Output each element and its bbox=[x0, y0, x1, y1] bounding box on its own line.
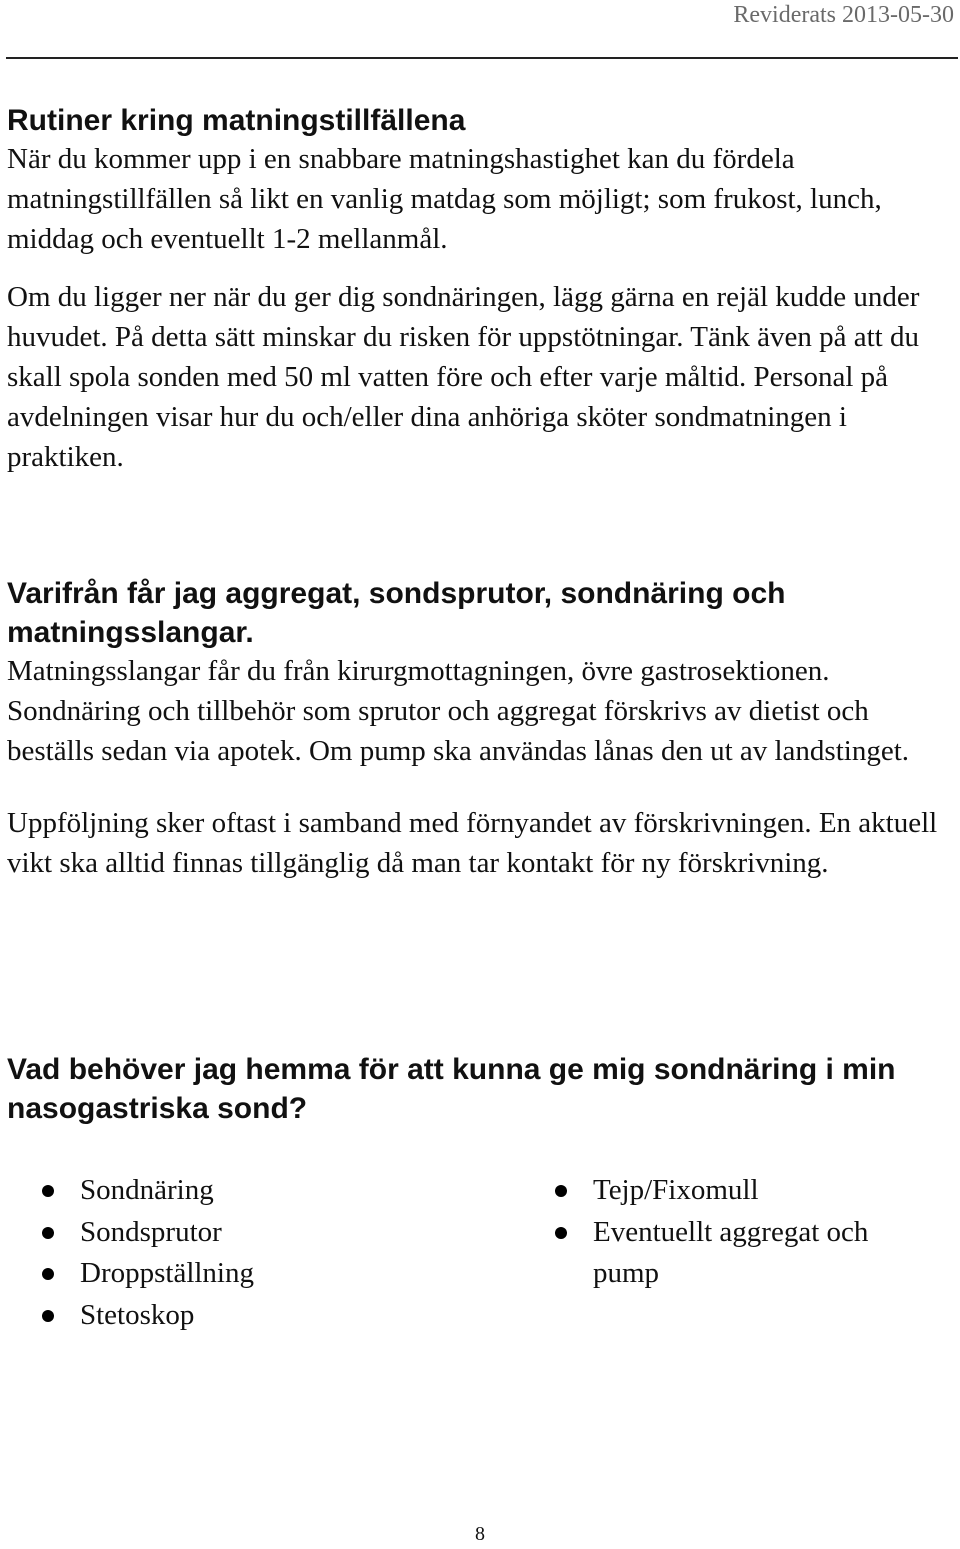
supplies-list-right bbox=[520, 1170, 920, 1295]
section-title: Rutiner kring matningstillfällena bbox=[7, 104, 466, 137]
paragraph: Matningsslangar får du från kirurgmottagningen, övre gastrosektionen. Sondnäring och tillbehör som sprutor och aggregat förskrivs av dietist och beställs sedan via apotek. Om pump ska användas lånas den ut av landstinget. bbox=[7, 655, 910, 767]
paragraph: När du kommer upp i en snabbare matningshastighet kan du fördela matningstillfällen så likt en vanlig matdag som möjligt; som frukost, lunch, middag och eventuellt 1-2 mellanmål. bbox=[7, 143, 882, 255]
list-item: Droppställning bbox=[7, 1253, 487, 1295]
section-home-needs bbox=[7, 1050, 953, 1128]
bullet-icon bbox=[555, 1185, 567, 1197]
page-number: 8 bbox=[475, 1523, 485, 1545]
list-item: Sondnäring bbox=[7, 1170, 487, 1212]
paragraph: Uppföljning sker oftast i samband med förnyandet av förskrivningen. En aktuell vikt ska alltid finnas tillgänglig då man tar kontakt för ny förskrivning. bbox=[7, 807, 938, 879]
section-supplies-source bbox=[7, 574, 953, 883]
section-title: Varifrån får jag aggregat, sondsprutor, sondnäring och matningsslangar. bbox=[7, 577, 786, 649]
list-item: Tejp/Fixomull bbox=[520, 1170, 920, 1212]
paragraph: Om du ligger ner när du ger dig sondnäringen, lägg gärna en rejäl kudde under huvudet. På detta sätt minskar du risken för uppstötningar. Tänk även på att du skall spola sonden med 50 ml vatten före och efter varje måltid. Personal på avdelningen visar hur du och/eller dina anhöriga sköter sondmatningen i praktiken. bbox=[7, 281, 920, 473]
list-item: Stetoskop bbox=[7, 1295, 487, 1337]
section-title: Vad behöver jag hemma för att kunna ge mig sondnäring i min nasogastriska sond? bbox=[7, 1053, 896, 1125]
list-item: Eventuellt aggregat och pump bbox=[520, 1212, 920, 1295]
header-rule bbox=[6, 57, 958, 59]
bullet-icon bbox=[42, 1310, 54, 1322]
revision-date: Reviderats 2013-05-30 bbox=[733, 2, 954, 28]
list-item: Sondsprutor bbox=[7, 1212, 487, 1254]
bullet-icon bbox=[42, 1227, 54, 1239]
bullet-icon bbox=[555, 1227, 567, 1239]
supplies-list-left bbox=[7, 1170, 487, 1336]
bullet-icon bbox=[42, 1185, 54, 1197]
section-feeding-routines bbox=[7, 101, 953, 477]
bullet-icon bbox=[42, 1268, 54, 1280]
